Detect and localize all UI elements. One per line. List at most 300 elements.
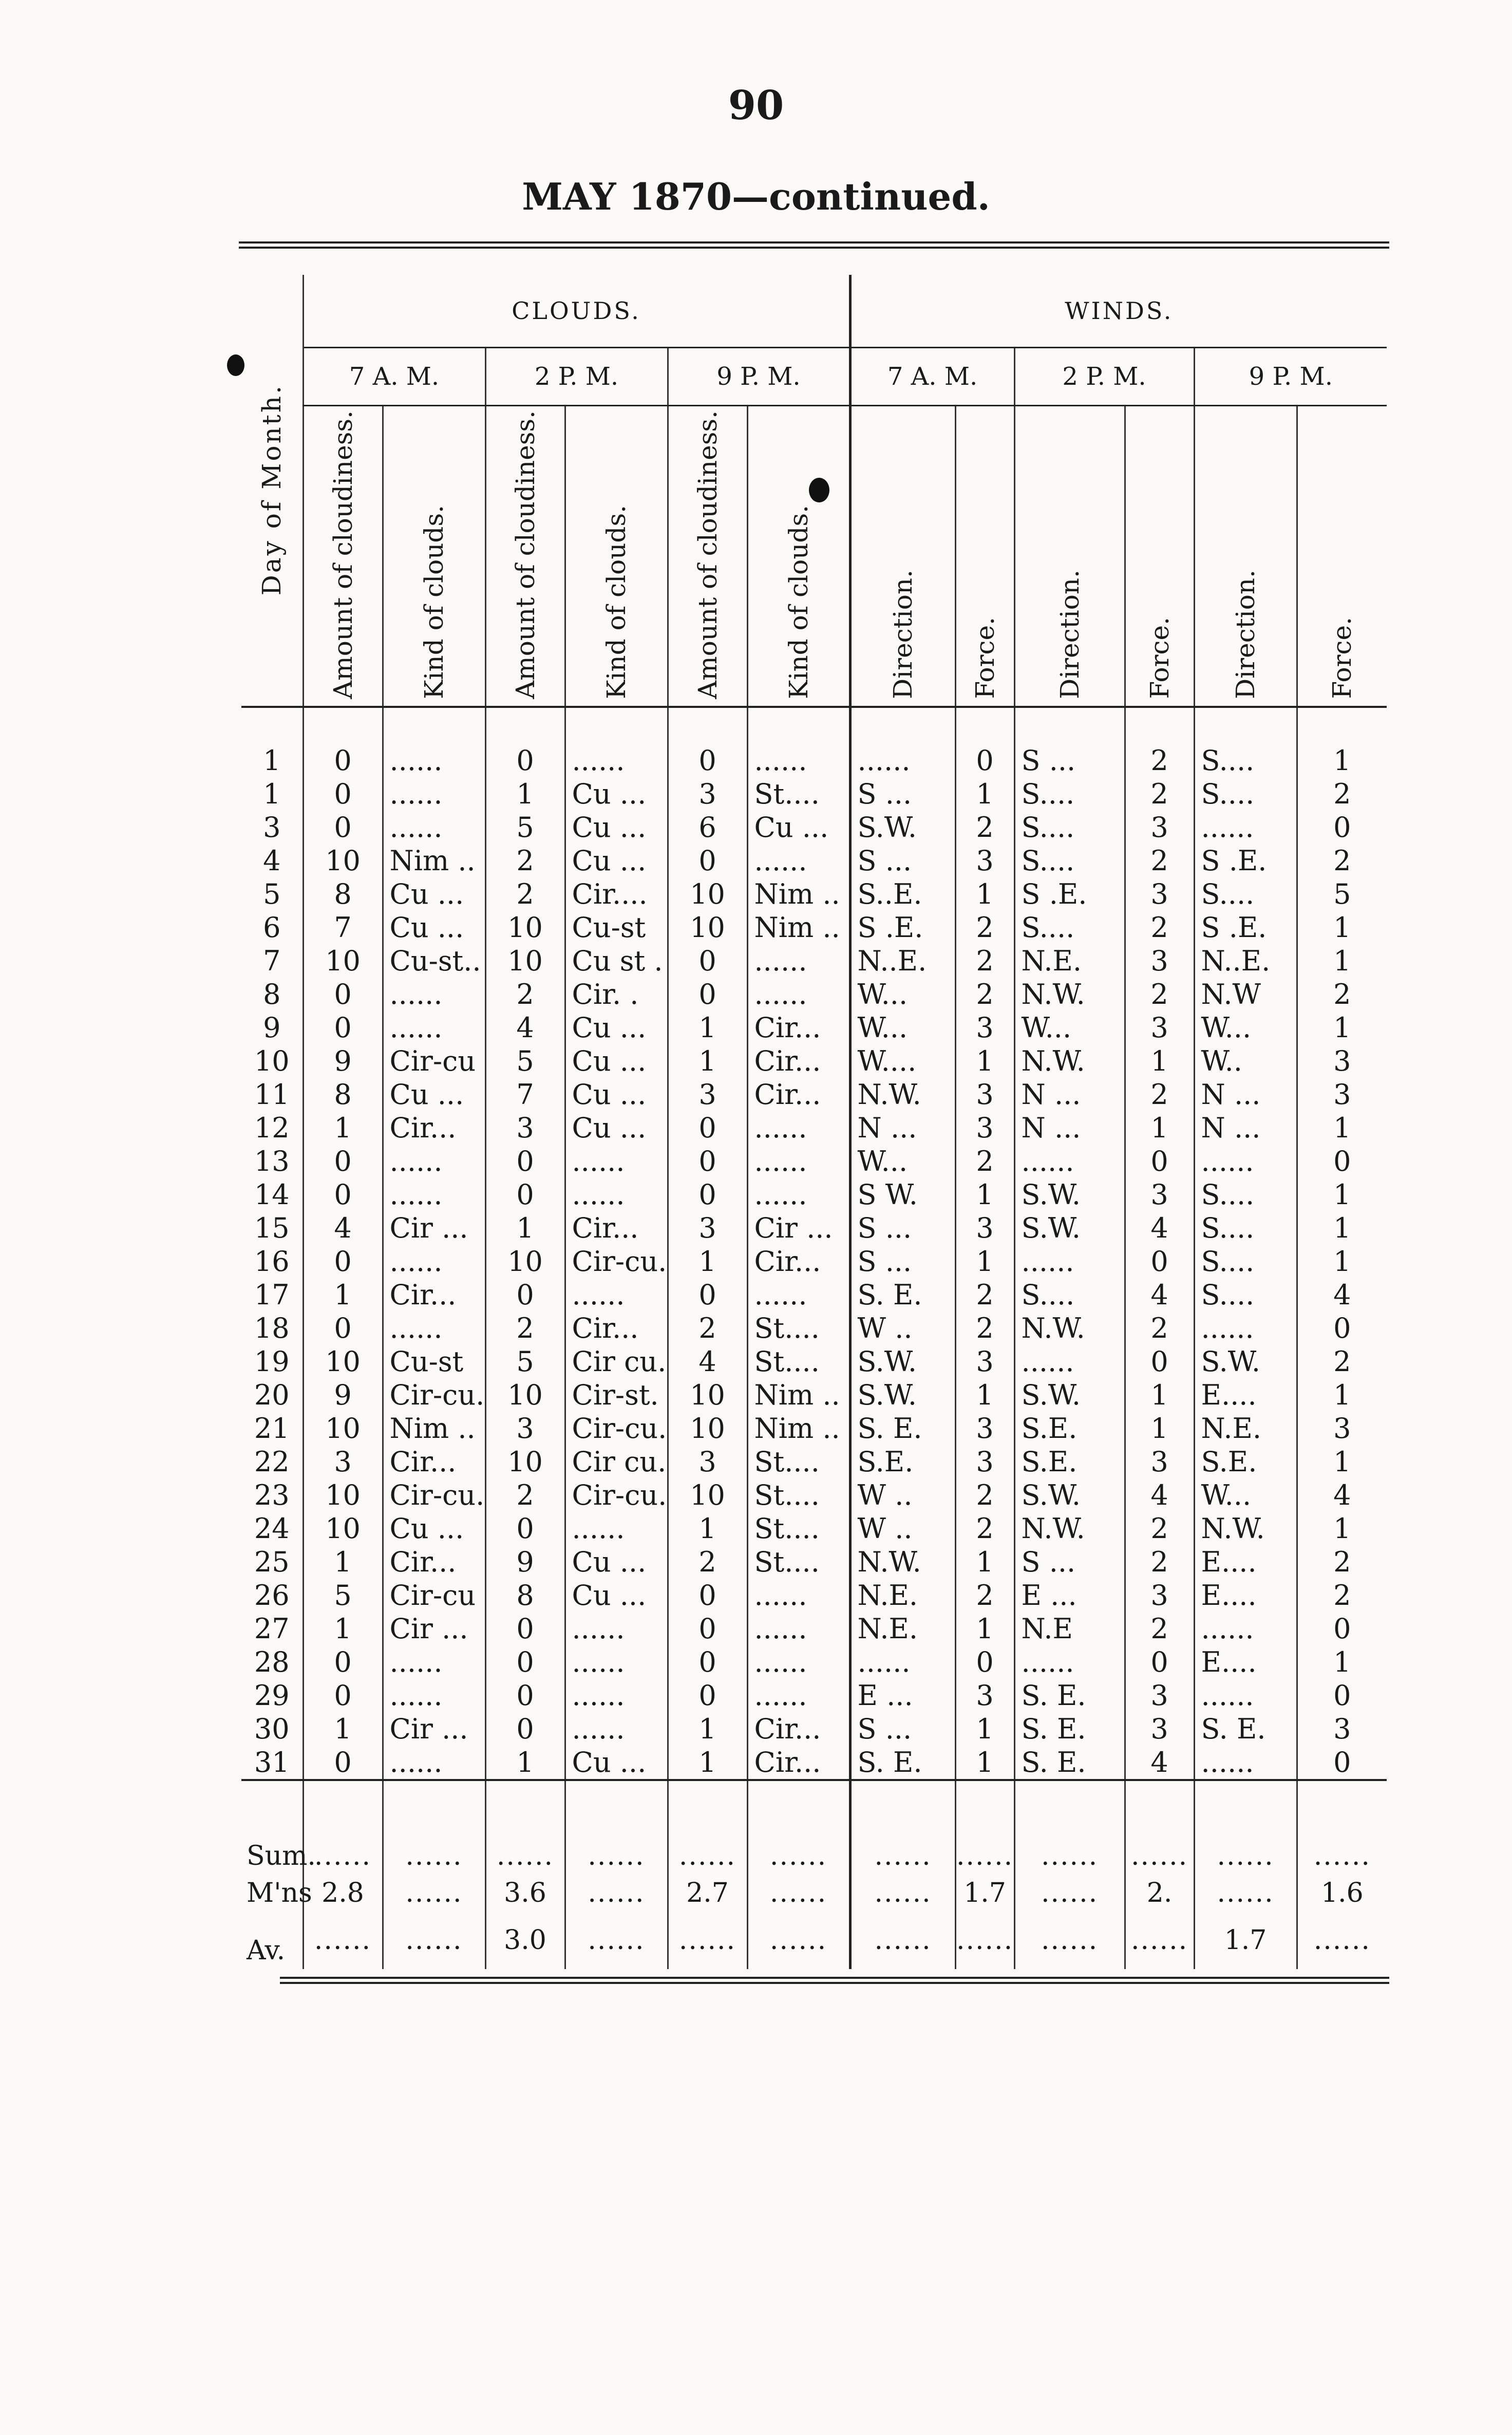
amount-9pm-cell: 0: [668, 1679, 747, 1712]
kind-9pm-cell: ......: [747, 1278, 850, 1312]
table-row: [241, 1579, 1387, 1612]
force-7am-cell: 3: [955, 1078, 1014, 1111]
direction-2pm-cell: S. E.: [1014, 1746, 1125, 1780]
direction-9pm-cell: S....: [1194, 777, 1297, 811]
amount-2pm-cell: 1: [485, 777, 565, 811]
table-row: [241, 1078, 1387, 1111]
kind-9pm-cell: St....: [747, 777, 850, 811]
means-label: M'ns: [247, 1877, 312, 1908]
force-9pm-cell: 1: [1297, 1111, 1387, 1145]
amount-9pm-cell: 0: [668, 707, 747, 777]
amount-2pm-cell: 10: [485, 1245, 565, 1278]
day-of-month-cell: 5: [263, 877, 281, 910]
kind-7am-cell: ......: [383, 1011, 485, 1044]
kind-2pm-cell: ......: [565, 1145, 668, 1178]
table-row: [241, 1111, 1387, 1145]
table-row: [241, 1445, 1387, 1478]
amount-2pm-cell: 1: [485, 1746, 565, 1780]
day-of-month-cell: 7: [263, 944, 281, 977]
means-dots: ......: [747, 1875, 850, 1912]
kind-7am-cell: Cir...: [383, 1111, 485, 1145]
amount-7am-cell: 10: [303, 1412, 383, 1445]
kind-7am-cell: Cir ...: [383, 1612, 485, 1645]
average-row: [241, 1912, 1387, 1969]
amount-2pm-cell: 2: [485, 1312, 565, 1345]
direction-2pm-cell: N.W.: [1014, 1044, 1125, 1078]
clouds-group-header: CLOUDS.: [303, 275, 850, 348]
amount-9pm-cell: 1: [668, 1044, 747, 1078]
day-of-month-cell: 15: [254, 1211, 290, 1244]
force-9pm-cell: 4: [1297, 1278, 1387, 1312]
av-dots: ......: [955, 1912, 1014, 1969]
kind-2pm-cell: Cir-cu.: [565, 1245, 668, 1278]
force-9pm-cell: 3: [1297, 1078, 1387, 1111]
direction-9pm-cell: E....: [1194, 1645, 1297, 1679]
kind-2pm-cell: ......: [565, 1278, 668, 1312]
table-row: [241, 1278, 1387, 1312]
direction-2pm-cell: E ...: [1014, 1579, 1125, 1612]
kind-9pm-cell: St....: [747, 1512, 850, 1545]
amount-2pm-cell: 5: [485, 811, 565, 844]
amount-9pm-cell: 3: [668, 1211, 747, 1245]
kind-7am-cell: ......: [383, 1746, 485, 1780]
kind-2pm-cell: Cir...: [565, 1211, 668, 1245]
direction-9pm-cell: ......: [1194, 1145, 1297, 1178]
force-9pm-cell: 2: [1297, 1545, 1387, 1579]
ink-blot: [227, 354, 244, 376]
amount-9pm-cell: 0: [668, 1145, 747, 1178]
force-7am-cell: 2: [955, 1312, 1014, 1345]
direction-2pm-cell: S....: [1014, 1278, 1125, 1312]
amount-7am-cell: 0: [303, 777, 383, 811]
winds-group-header: WINDS.: [850, 275, 1387, 348]
sum-dots: ......: [1194, 1780, 1297, 1875]
amount-7am-cell: 10: [303, 1478, 383, 1512]
amount-2pm-cell: 0: [485, 1178, 565, 1211]
direction-7am-cell: N..E.: [850, 944, 955, 978]
direction-7am-cell: N.W.: [850, 1078, 955, 1111]
direction-7am-cell: S. E.: [850, 1278, 955, 1312]
force-9pm-cell: 0: [1297, 1612, 1387, 1645]
force-7am-cell: 1: [955, 1545, 1014, 1579]
direction-2pm-cell: N.E: [1014, 1612, 1125, 1645]
page-title: MAY 1870—continued.: [522, 175, 990, 218]
amount-7am-cell: 0: [303, 1312, 383, 1345]
amount-2pm-cell: 8: [485, 1579, 565, 1612]
direction-2pm-cell: ......: [1014, 1645, 1125, 1679]
force-7am-cell: 1: [955, 1378, 1014, 1412]
kind-9pm-cell: ......: [747, 1679, 850, 1712]
force-2pm-cell: 3: [1125, 1679, 1194, 1712]
amount-2pm-cell: 2: [485, 877, 565, 911]
amount-7am-cell: 1: [303, 1712, 383, 1746]
sum-dots: ......: [303, 1780, 383, 1875]
amount-9pm-cell: 1: [668, 1011, 747, 1044]
amount-7am-cell: 0: [303, 1746, 383, 1780]
force-2pm-cell: 1: [1125, 1412, 1194, 1445]
kind-9pm-cell: St....: [747, 1545, 850, 1579]
table-row: [241, 1378, 1387, 1412]
amount-7am-cell: 5: [303, 1579, 383, 1612]
kind-2pm-cell: Cir....: [565, 877, 668, 911]
force-2pm-cell: 2: [1125, 911, 1194, 944]
kind-7am-cell: Cu-st: [383, 1345, 485, 1378]
day-of-month-cell: 27: [254, 1612, 290, 1645]
force-9pm-cell: 4: [1297, 1478, 1387, 1512]
direction-9pm-cell: N.E.: [1194, 1412, 1297, 1445]
direction-2pm-cell: S. E.: [1014, 1679, 1125, 1712]
direction-9pm-cell: N..E.: [1194, 944, 1297, 978]
day-of-month-cell: 20: [254, 1378, 290, 1411]
table-row: [241, 877, 1387, 911]
kind-2pm-cell: ......: [565, 1178, 668, 1211]
table-row: [241, 978, 1387, 1011]
amount-2pm-cell: 1: [485, 1211, 565, 1245]
day-of-month-cell: 12: [254, 1111, 290, 1144]
direction-7am-cell: W ..: [850, 1512, 955, 1545]
av-dots: ......: [1014, 1912, 1125, 1969]
kind-2pm-cell: Cu ...: [565, 811, 668, 844]
direction-7am-cell: N.E.: [850, 1579, 955, 1612]
force-9pm-cell: 1: [1297, 1011, 1387, 1044]
kind-7am-cell: Cu ...: [383, 1078, 485, 1111]
force-7am-cell: 2: [955, 944, 1014, 978]
direction-7am-cell: E ...: [850, 1679, 955, 1712]
amount-9pm-cell: 3: [668, 777, 747, 811]
weather-table: [241, 275, 1387, 1969]
force-9pm-cell: 1: [1297, 1378, 1387, 1412]
kind-2pm-cell: Cu ...: [565, 1044, 668, 1078]
amount-7am-header: Amount of cloudiness.: [303, 406, 383, 707]
day-of-month-cell: 25: [254, 1545, 290, 1578]
amount-9pm-cell: 3: [668, 1078, 747, 1111]
force-9pm-cell: 1: [1297, 1178, 1387, 1211]
force-9pm-cell: 1: [1297, 1211, 1387, 1245]
direction-9pm-header: Direction.: [1194, 406, 1297, 707]
table-row: [241, 1478, 1387, 1512]
direction-2pm-cell: S ...: [1014, 707, 1125, 777]
amount-7am-cell: 0: [303, 811, 383, 844]
av-dots: ......: [850, 1912, 955, 1969]
mean-7am-force: 1.7: [955, 1875, 1014, 1912]
amount-2pm-cell: 0: [485, 1645, 565, 1679]
force-7am-cell: 2: [955, 1145, 1014, 1178]
direction-2pm-cell: S....: [1014, 777, 1125, 811]
sum-dots: ......: [668, 1780, 747, 1875]
sum-dots: ......: [485, 1780, 565, 1875]
amount-2pm-cell: 7: [485, 1078, 565, 1111]
direction-7am-cell: S ...: [850, 1245, 955, 1278]
kind-9pm-cell: Cir...: [747, 1746, 850, 1780]
day-of-month-cell: 4: [263, 844, 281, 877]
kind-7am-cell: ......: [383, 777, 485, 811]
amount-2pm-cell: 0: [485, 1679, 565, 1712]
direction-2pm-cell: S ...: [1014, 1545, 1125, 1579]
kind-7am-cell: Cir-cu: [383, 1044, 485, 1078]
kind-7am-cell: Nim ..: [383, 1412, 485, 1445]
amount-2pm-cell: 5: [485, 1345, 565, 1378]
amount-9pm-cell: 1: [668, 1245, 747, 1278]
av-dots: ......: [668, 1912, 747, 1969]
direction-7am-cell: S ...: [850, 1211, 955, 1245]
amount-7am-cell: 10: [303, 1512, 383, 1545]
kind-9pm-cell: St....: [747, 1445, 850, 1478]
kind-9pm-cell: ......: [747, 978, 850, 1011]
kind-2pm-cell: Cir cu.: [565, 1345, 668, 1378]
amount-2pm-cell: 2: [485, 844, 565, 877]
force-9pm-cell: 2: [1297, 1345, 1387, 1378]
direction-2pm-cell: S.W.: [1014, 1211, 1125, 1245]
kind-2pm-cell: Cu st .: [565, 944, 668, 978]
force-9pm-cell: 3: [1297, 1412, 1387, 1445]
kind-2pm-cell: ......: [565, 707, 668, 777]
kind-2pm-cell: Cu ...: [565, 1545, 668, 1579]
direction-2pm-cell: ......: [1014, 1145, 1125, 1178]
amount-7am-cell: 9: [303, 1378, 383, 1412]
direction-2pm-cell: S.W.: [1014, 1378, 1125, 1412]
av-dots: ......: [565, 1912, 668, 1969]
amount-2pm-cell: 9: [485, 1545, 565, 1579]
day-of-month-cell: 21: [254, 1412, 290, 1445]
direction-7am-cell: S. E.: [850, 1412, 955, 1445]
av-dots: ......: [303, 1912, 383, 1969]
kind-2pm-cell: Cu ...: [565, 1078, 668, 1111]
direction-9pm-cell: N.W: [1194, 978, 1297, 1011]
amount-2pm-cell: 10: [485, 1378, 565, 1412]
amount-9pm-cell: 10: [668, 877, 747, 911]
summary-rows: [241, 1780, 1387, 1969]
force-2pm-cell: 2: [1125, 978, 1194, 1011]
direction-7am-cell: S.W.: [850, 1345, 955, 1378]
table-row: [241, 1712, 1387, 1746]
direction-9pm-cell: ......: [1194, 1612, 1297, 1645]
force-9pm-cell: 0: [1297, 811, 1387, 844]
kind-7am-cell: ......: [383, 978, 485, 1011]
force-9pm-cell: 0: [1297, 1679, 1387, 1712]
table-row: [241, 1312, 1387, 1345]
direction-2pm-header: Direction.: [1014, 406, 1125, 707]
force-7am-cell: 1: [955, 1712, 1014, 1746]
amount-7am-cell: 7: [303, 911, 383, 944]
amount-2pm-cell: 2: [485, 1478, 565, 1512]
day-of-month-cell: 16: [254, 1245, 290, 1278]
direction-7am-cell: W ..: [850, 1312, 955, 1345]
mean-9pm-clouds: 2.7: [668, 1875, 747, 1912]
direction-2pm-cell: S.W.: [1014, 1478, 1125, 1512]
day-of-month-cell: 8: [263, 978, 281, 1010]
force-7am-cell: 1: [955, 1612, 1014, 1645]
table-row: [241, 1612, 1387, 1645]
kind-7am-cell: Cir...: [383, 1545, 485, 1579]
table-row: [241, 1746, 1387, 1780]
force-2pm-header: Force.: [1125, 406, 1194, 707]
table-row: [241, 944, 1387, 978]
kind-9pm-cell: Cir...: [747, 1712, 850, 1746]
amount-9pm-cell: 1: [668, 1746, 747, 1780]
force-9pm-cell: 3: [1297, 1712, 1387, 1746]
kind-9pm-cell: Nim ..: [747, 1412, 850, 1445]
kind-7am-cell: Cir-cu: [383, 1579, 485, 1612]
sum-dots: ......: [1125, 1780, 1194, 1875]
day-of-month-cell: 22: [254, 1445, 290, 1478]
direction-7am-cell: S..E.: [850, 877, 955, 911]
page-number: 90: [728, 82, 784, 129]
force-2pm-cell: 1: [1125, 1111, 1194, 1145]
direction-9pm-cell: S....: [1194, 1278, 1297, 1312]
force-2pm-cell: 1: [1125, 1044, 1194, 1078]
table-row: [241, 777, 1387, 811]
kind-7am-cell: Cir ...: [383, 1712, 485, 1746]
day-of-month-cell: 9: [263, 1011, 281, 1044]
direction-9pm-cell: ......: [1194, 1746, 1297, 1780]
force-9pm-cell: 0: [1297, 1746, 1387, 1780]
force-9pm-cell: 1: [1297, 911, 1387, 944]
force-2pm-cell: 0: [1125, 1645, 1194, 1679]
bottom-double-rule: [280, 1977, 1389, 1984]
force-7am-cell: 1: [955, 1746, 1014, 1780]
direction-2pm-cell: N.W.: [1014, 1512, 1125, 1545]
amount-9pm-cell: 1: [668, 1712, 747, 1746]
amount-7am-cell: 10: [303, 1345, 383, 1378]
force-2pm-cell: 2: [1125, 1078, 1194, 1111]
mean-9pm-force: 1.6: [1297, 1875, 1387, 1912]
kind-2pm-cell: Cir-cu.: [565, 1412, 668, 1445]
direction-7am-cell: S.E.: [850, 1445, 955, 1478]
kind-7am-cell: Cu ...: [383, 911, 485, 944]
av-dots: ......: [383, 1912, 485, 1969]
force-2pm-cell: 3: [1125, 944, 1194, 978]
direction-9pm-cell: ......: [1194, 811, 1297, 844]
amount-7am-cell: 8: [303, 877, 383, 911]
day-of-month-cell: 1: [263, 744, 281, 777]
day-of-month-cell: 10: [254, 1044, 290, 1077]
force-9pm-cell: 2: [1297, 777, 1387, 811]
kind-7am-cell: Cir-cu.: [383, 1478, 485, 1512]
direction-2pm-cell: S .E.: [1014, 877, 1125, 911]
kind-9pm-cell: Nim ..: [747, 877, 850, 911]
day-of-month-cell: 17: [254, 1278, 290, 1311]
means-dots: ......: [565, 1875, 668, 1912]
amount-9pm-cell: 0: [668, 1645, 747, 1679]
winds-9pm-header: 9 P. M.: [1194, 348, 1387, 406]
amount-9pm-cell: 10: [668, 1478, 747, 1512]
av-dots: ......: [1297, 1912, 1387, 1969]
direction-7am-cell: S ...: [850, 844, 955, 877]
force-7am-cell: 2: [955, 1278, 1014, 1312]
amount-7am-cell: 0: [303, 1011, 383, 1044]
kind-9pm-cell: ......: [747, 1579, 850, 1612]
force-2pm-cell: 0: [1125, 1345, 1194, 1378]
amount-7am-cell: 3: [303, 1445, 383, 1478]
amount-7am-cell: 8: [303, 1078, 383, 1111]
direction-7am-cell: W...: [850, 978, 955, 1011]
direction-7am-cell: S ...: [850, 777, 955, 811]
direction-2pm-cell: S. E.: [1014, 1712, 1125, 1746]
direction-7am-cell: W...: [850, 1011, 955, 1044]
direction-2pm-cell: S.E.: [1014, 1412, 1125, 1445]
direction-9pm-cell: S....: [1194, 1245, 1297, 1278]
day-of-month-cell: 3: [263, 811, 281, 844]
force-7am-cell: 1: [955, 1245, 1014, 1278]
kind-9pm-cell: Nim ..: [747, 1378, 850, 1412]
mean-2pm-clouds: 3.6: [485, 1875, 565, 1912]
direction-2pm-cell: S....: [1014, 844, 1125, 877]
kind-7am-cell: ......: [383, 1145, 485, 1178]
force-9pm-cell: 1: [1297, 944, 1387, 978]
direction-2pm-cell: N.E.: [1014, 944, 1125, 978]
amount-7am-cell: 1: [303, 1545, 383, 1579]
table-row: [241, 1412, 1387, 1445]
force-7am-cell: 2: [955, 1478, 1014, 1512]
table-row: [241, 1512, 1387, 1545]
direction-9pm-cell: S.W.: [1194, 1345, 1297, 1378]
table-row: [241, 911, 1387, 944]
direction-7am-cell: N ...: [850, 1111, 955, 1145]
day-of-month-cell: 6: [263, 911, 281, 944]
kind-2pm-cell: ......: [565, 1679, 668, 1712]
amount-7am-cell: 10: [303, 944, 383, 978]
kind-7am-cell: Cu-st..: [383, 944, 485, 978]
kind-2pm-cell: Cir...: [565, 1312, 668, 1345]
table-row: [241, 811, 1387, 844]
kind-9pm-cell: Cir...: [747, 1011, 850, 1044]
day-of-month-cell: 30: [254, 1712, 290, 1745]
amount-2pm-cell: 0: [485, 1512, 565, 1545]
direction-2pm-cell: N.W.: [1014, 978, 1125, 1011]
sum-label: Sum.: [241, 1780, 303, 1875]
clouds-9pm-header: 9 P. M.: [668, 348, 850, 406]
force-2pm-cell: 0: [1125, 1145, 1194, 1178]
amount-9pm-cell: 0: [668, 1278, 747, 1312]
amount-2pm-cell: 5: [485, 1044, 565, 1078]
amount-2pm-cell: 0: [485, 1712, 565, 1746]
force-9pm-header: Force.: [1297, 406, 1387, 707]
amount-9pm-cell: 4: [668, 1345, 747, 1378]
force-2pm-cell: 3: [1125, 1011, 1194, 1044]
av-label: Av.: [247, 1935, 286, 1966]
force-2pm-cell: 3: [1125, 1712, 1194, 1746]
sum-dots: ......: [383, 1780, 485, 1875]
force-9pm-cell: 5: [1297, 877, 1387, 911]
force-2pm-cell: 4: [1125, 1746, 1194, 1780]
means-dots: ......: [1194, 1875, 1297, 1912]
means-row: [241, 1875, 1387, 1912]
amount-9pm-header: Amount of cloudiness.: [668, 406, 747, 707]
amount-9pm-cell: 0: [668, 1178, 747, 1211]
amount-9pm-cell: 0: [668, 844, 747, 877]
day-of-month-cell: 13: [254, 1145, 290, 1177]
force-7am-cell: 3: [955, 1679, 1014, 1712]
table-row: [241, 1145, 1387, 1178]
direction-2pm-cell: N.W.: [1014, 1312, 1125, 1345]
direction-7am-cell: W ..: [850, 1478, 955, 1512]
day-of-month-cell: 28: [254, 1645, 290, 1678]
av-dots: ......: [1125, 1912, 1194, 1969]
direction-9pm-cell: S....: [1194, 1178, 1297, 1211]
kind-9pm-cell: ......: [747, 1612, 850, 1645]
table-row: [241, 707, 1387, 777]
force-7am-cell: 1: [955, 777, 1014, 811]
kind-2pm-cell: ......: [565, 1712, 668, 1746]
kind-2pm-header: Kind of clouds.: [565, 406, 668, 707]
sum-dots: ......: [955, 1780, 1014, 1875]
kind-9pm-cell: St....: [747, 1345, 850, 1378]
day-of-month-cell: 18: [254, 1312, 290, 1344]
direction-7am-cell: N.W.: [850, 1545, 955, 1579]
kind-7am-cell: Cu ...: [383, 1512, 485, 1545]
force-2pm-cell: 2: [1125, 1512, 1194, 1545]
kind-9pm-cell: ......: [747, 1178, 850, 1211]
